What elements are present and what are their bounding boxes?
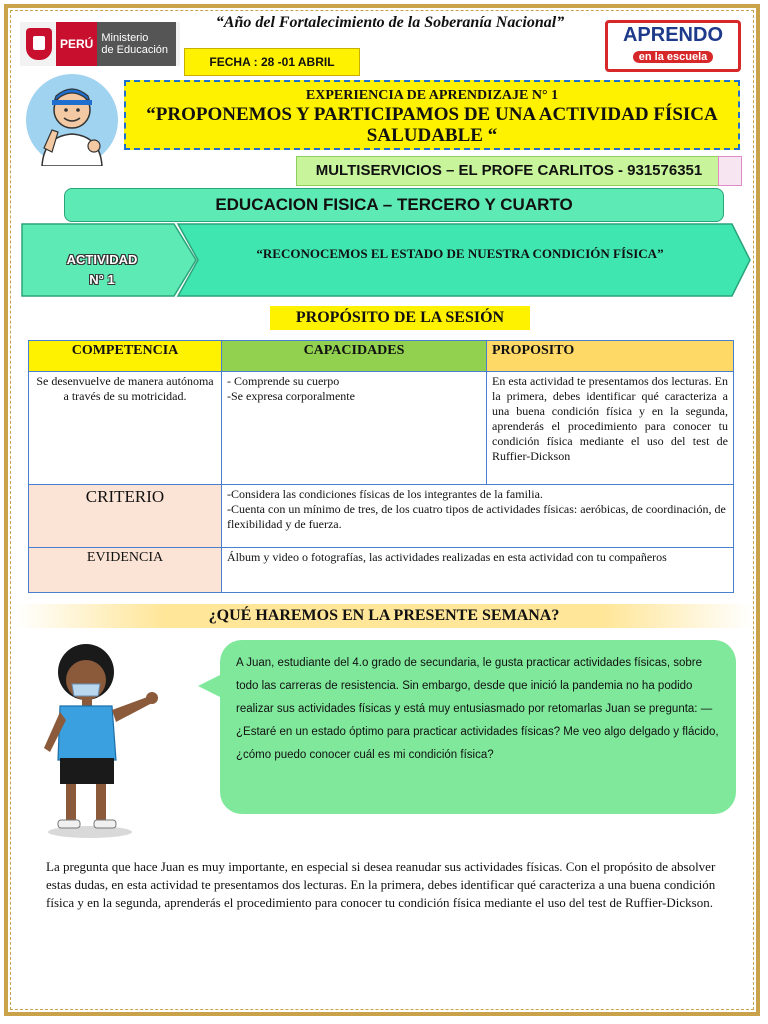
speech-bubble: A Juan, estudiante del 4.o grado de secundaria, le gusta practicar actividades físicas, sobre todo las carreras de resistencia. Sin embargo, desde que inició la pandemia no ha podido realizar sus actividades físicas y está muy entusiasmado por retomarlas Juan se pregunta: — ¿Estaré en un estado óptimo para practicar actividades físicas? Me veo algo delgado y flácido, ¿cómo puedo conocer cuál es mi condición física?: [220, 640, 736, 814]
aprendo-logo: [605, 20, 741, 72]
capacidades-cell: [222, 372, 487, 485]
criterio-item: -Cuenta con un mínimo de tres, de los cuatro tipos de actividades físicas: aeróbicas, de coordinación, de flexibilidad y de fuerza.: [227, 502, 726, 531]
activity-number: [42, 250, 162, 290]
experience-number: EXPERIENCIA DE APRENDIZAJE N° 1: [305, 88, 559, 103]
table-row: [29, 548, 734, 593]
session-table: [28, 340, 734, 593]
aprendo-title: APRENDO: [622, 24, 723, 46]
criterio-label: CRITERIO: [29, 485, 222, 548]
experience-title: “PROPONEMOS Y PARTICIPAMOS DE UNA ACTIVIDAD FÍSICA SALUDABLE “: [146, 104, 718, 146]
table-row: [29, 372, 734, 485]
criterio-cell: [222, 485, 734, 548]
aprendo-subtitle: en la escuela: [633, 51, 714, 63]
activity-title: “RECONOCEMOS EL ESTADO DE NUESTRA CONDICIÓN FÍSICA”: [256, 246, 664, 261]
criterio-item: -Considera las condiciones físicas de los integrantes de la familia.: [227, 487, 543, 501]
header-competencia: COMPETENCIA: [29, 341, 222, 372]
session-purpose-heading: PROPÓSITO DE LA SESIÓN: [270, 306, 530, 330]
minedu-logo: [20, 22, 180, 66]
activity-label: ACTIVIDAD: [66, 252, 138, 267]
area-grade-banner: EDUCACION FISICA – TERCERO Y CUARTO: [64, 188, 724, 222]
closing-paragraph: La pregunta que hace Juan es muy importante, en especial si desea reanudar sus actividades físicas. Con el propósito de absolver estas dudas, en esta actividad te presentamos dos lecturas. En la primera, debes identificar qué caracteriza a una buena condición física y en la segunda, aprenderás el procedimiento para conocer tu condición física mediante el uso del test de Ruffier-Dickson.: [46, 859, 716, 910]
ministerio-label: [97, 22, 176, 66]
capacidad-item: -Se expresa corporalmente: [227, 389, 355, 403]
learning-experience-banner: [124, 80, 740, 150]
activity-num: N° 1: [89, 272, 115, 287]
date-box: FECHA : 28 -01 ABRIL: [184, 48, 360, 76]
evidencia-cell: Álbum y video o fotografías, las actividades realizadas en esta actividad con tu compañeros: [222, 548, 734, 593]
year-motto: “Año del Fortalecimiento de la Soberanía Nacional”: [215, 14, 565, 31]
proposito-cell: En esta actividad te presentamos dos lecturas. En la primera, debes identificar qué caracteriza a una buena condición física y en la segunda, aprenderás el procedimiento para conocer tu condición física mediante el uso del test de Ruffier-Dickson: [487, 372, 734, 485]
week-heading: ¿QUÉ HAREMOS EN LA PRESENTE SEMANA?: [16, 604, 752, 628]
teacher-mascot-icon: [22, 70, 122, 166]
table-row: [29, 485, 734, 548]
multiservicios-side-box: [718, 156, 742, 186]
header-proposito: PROPOSITO: [487, 341, 734, 372]
multiservicios-banner: MULTISERVICIOS – EL PROFE CARLITOS - 931576351: [296, 156, 722, 186]
peru-label: PERÚ: [56, 22, 97, 66]
ministerio-line-2: de Educación: [101, 44, 169, 56]
peru-shield-icon: [26, 28, 52, 60]
header-capacidades: CAPACIDADES: [222, 341, 487, 372]
table-header-row: [29, 341, 734, 372]
evidencia-label: EVIDENCIA: [29, 548, 222, 593]
ministerio-line-1: Ministerio: [101, 32, 149, 44]
capacidad-item: - Comprende su cuerpo: [227, 374, 340, 388]
speech-bubble-tail: [198, 674, 222, 698]
student-juan-illustration: [24, 636, 164, 842]
competencia-cell: Se desenvuelve de manera autónoma a través de su motricidad.: [29, 372, 222, 485]
